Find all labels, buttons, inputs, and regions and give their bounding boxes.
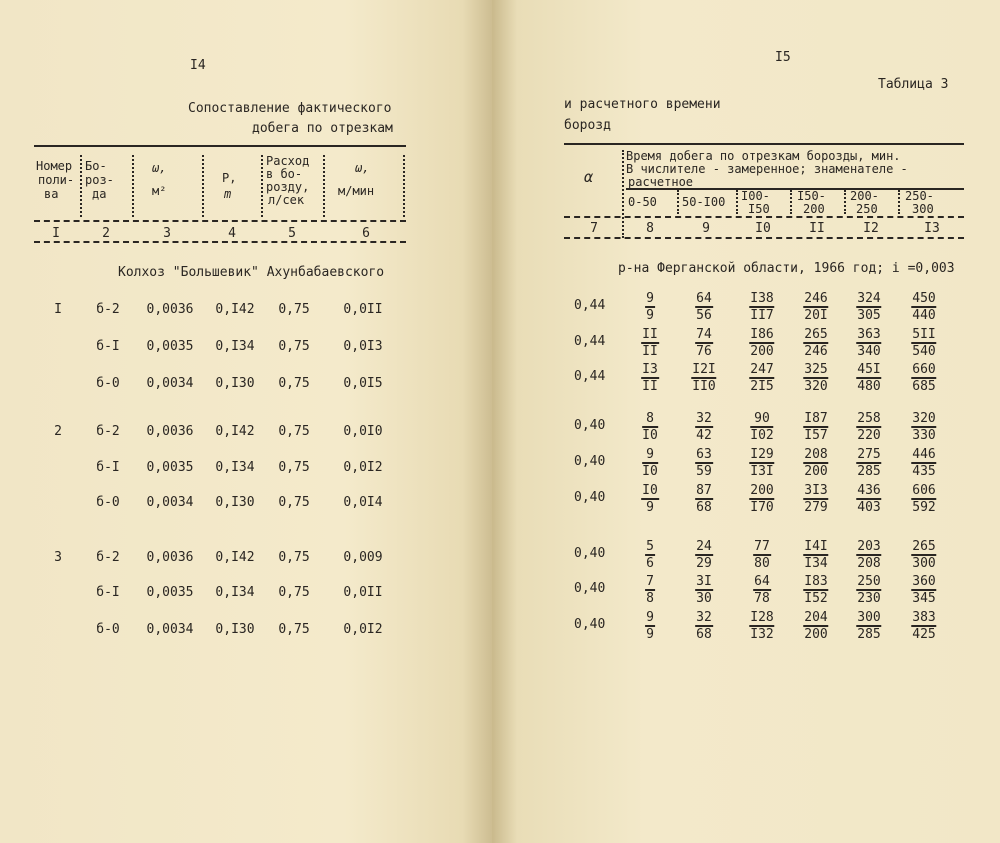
fraction-cell	[691, 362, 716, 394]
subheader-cell: 300	[912, 202, 934, 216]
measured-value: 250	[857, 574, 881, 589]
alpha-value: 0,40	[574, 454, 606, 469]
header-text: Время добега по отрезкам борозды, мин.	[626, 149, 901, 163]
calculated-value: 29	[696, 556, 712, 571]
column-separator	[736, 190, 738, 214]
measured-value: 360	[912, 574, 936, 589]
measured-value: 8	[642, 411, 658, 428]
calculated-value: 440	[912, 308, 936, 323]
calculated-value: 68	[696, 500, 712, 515]
table-label: Таблица 3	[878, 77, 949, 92]
header-cell: ва	[44, 187, 59, 201]
column-separator	[790, 190, 792, 214]
fraction-cell	[856, 411, 881, 443]
column-number: I	[52, 226, 60, 241]
calculated-value: 20I	[804, 308, 828, 323]
fraction-cell	[803, 539, 828, 571]
fraction-cell	[749, 447, 774, 479]
fraction-cell	[911, 539, 936, 571]
column-number: 7	[590, 221, 598, 236]
header-cell: ω,	[152, 161, 167, 175]
header-text: В числителе - замеренное; знаменателе -	[626, 162, 908, 176]
calculated-value: 320	[804, 379, 828, 394]
fraction-cell	[856, 447, 881, 479]
table-cell: 0,75	[278, 302, 310, 317]
calculated-value: I70	[750, 500, 774, 515]
subheader-cell: 200	[803, 202, 825, 216]
column-number: 5	[288, 226, 296, 241]
table-cell: 0,75	[278, 495, 310, 510]
fraction-cell	[641, 327, 659, 359]
table-cell: 0,0I5	[343, 376, 383, 391]
measured-value: I38	[750, 291, 774, 306]
table-cell: 0,I34	[215, 339, 255, 354]
table-cell: 0,75	[278, 585, 310, 600]
measured-value: 200	[750, 483, 774, 498]
table-caption-line: борозд	[564, 118, 611, 133]
header-cell: м/мин	[338, 184, 375, 198]
calculated-value: 6	[646, 556, 654, 571]
calculated-value: I3I	[750, 464, 774, 479]
fraction-cell	[695, 291, 713, 323]
alpha-header: α	[584, 168, 594, 186]
fraction-cell	[642, 411, 658, 443]
measured-value: 90	[750, 411, 773, 428]
header-cell: да	[92, 187, 107, 201]
table-cell: б-2	[96, 424, 120, 439]
column-number: 2	[102, 226, 110, 241]
fraction-cell	[911, 362, 936, 394]
measured-value: 436	[857, 483, 881, 498]
calculated-value: 435	[912, 464, 936, 479]
table-cell: б-I	[96, 585, 120, 600]
column-separator	[844, 190, 846, 214]
table-cell: 0,75	[278, 376, 310, 391]
column-separator	[132, 155, 134, 217]
table-cell: б-2	[96, 550, 120, 565]
table-cell: 0,I30	[215, 376, 255, 391]
calculated-value: I02	[750, 428, 774, 443]
measured-value: I87	[804, 411, 828, 426]
fraction-cell	[911, 291, 936, 323]
fraction-cell	[695, 610, 713, 642]
column-separator	[403, 155, 405, 217]
fraction-cell	[750, 411, 773, 443]
calculated-value: 208	[857, 556, 881, 571]
calculated-value: I34	[804, 556, 828, 571]
measured-value: I83	[804, 574, 828, 589]
calculated-value: 300	[912, 556, 936, 571]
measured-value: 208	[804, 447, 828, 462]
measured-value: 320	[912, 411, 936, 426]
fraction-cell	[695, 574, 713, 606]
calculated-value: 9	[646, 627, 654, 642]
calculated-value: 76	[696, 344, 712, 359]
column-separator	[622, 150, 624, 238]
fraction-cell	[642, 447, 658, 479]
header-cell: м²	[152, 184, 167, 198]
header-rule	[564, 216, 964, 218]
measured-value: 204	[804, 610, 828, 625]
fraction-cell	[911, 411, 936, 443]
calculated-value: 42	[696, 428, 712, 443]
column-separator	[80, 155, 82, 217]
subheader-cell: 250-	[905, 189, 934, 203]
table-caption-line: Сопоставление фактического	[188, 101, 392, 116]
calculated-value: 685	[912, 379, 936, 394]
alpha-value: 0,40	[574, 418, 606, 433]
fraction-cell	[856, 574, 881, 606]
table-cell: 0,0I2	[343, 622, 383, 637]
measured-value: 606	[912, 483, 936, 498]
calculated-value: 285	[857, 464, 881, 479]
table-cell: 0,0036	[146, 302, 194, 317]
subheader-cell: 50-I00	[682, 195, 726, 209]
alpha-value: 0,40	[574, 546, 606, 561]
calculated-value: 200	[804, 627, 828, 642]
measured-value: 7	[646, 574, 654, 589]
calculated-value: 330	[912, 428, 936, 443]
header-rule	[34, 220, 406, 222]
column-number: I2	[863, 221, 879, 236]
header-cell: л/сек	[268, 193, 305, 207]
column-number: II	[809, 221, 825, 236]
subheader-cell: 250	[856, 202, 878, 216]
alpha-value: 0,40	[574, 490, 606, 505]
table-cell: 0,75	[278, 622, 310, 637]
header-cell: Номер	[36, 159, 73, 173]
fraction-cell	[749, 327, 774, 359]
calculated-value: II	[642, 344, 658, 359]
column-separator	[898, 190, 900, 214]
subheader-cell: 0-50	[628, 195, 657, 209]
fraction-cell	[803, 447, 828, 479]
header-cell: m	[224, 187, 232, 201]
measured-value: 265	[912, 539, 936, 554]
alpha-value: 0,40	[574, 617, 606, 632]
header-cell: поли-	[38, 173, 75, 187]
measured-value: 9	[646, 291, 654, 306]
table-cell: 2	[54, 424, 62, 439]
table-cell: 0,I34	[215, 585, 255, 600]
subheader-cell: I50-	[797, 189, 826, 203]
measured-value: I28	[750, 610, 774, 625]
table-top-rule	[34, 145, 406, 147]
fraction-cell	[645, 291, 655, 323]
measured-value: 275	[857, 447, 881, 462]
column-number: 8	[646, 221, 654, 236]
calculated-value: 403	[857, 500, 881, 515]
fraction-cell	[856, 291, 881, 323]
calculated-value: 68	[696, 627, 712, 642]
fraction-cell	[695, 411, 713, 443]
table-cell: I	[54, 302, 62, 317]
table-cell: 0,I42	[215, 550, 255, 565]
header-cell: Расход	[266, 154, 310, 168]
table-cell: 0,75	[278, 460, 310, 475]
measured-value: I3	[642, 362, 658, 377]
calculated-value: 340	[857, 344, 881, 359]
table-cell: 0,I30	[215, 622, 255, 637]
calculated-value: 59	[696, 464, 712, 479]
calculated-value: 200	[804, 464, 828, 479]
fraction-cell	[645, 574, 655, 606]
fraction-cell	[803, 327, 828, 359]
subheader-cell: I50	[748, 202, 770, 216]
fraction-cell	[749, 362, 774, 394]
measured-value: 5II	[912, 327, 936, 342]
table-cell: 0,0036	[146, 424, 194, 439]
calculated-value: 56	[696, 308, 712, 323]
right-page	[492, 0, 1000, 843]
measured-value: 3I3	[804, 483, 828, 498]
column-number: 9	[702, 221, 710, 236]
table-cell: 0,0034	[146, 376, 194, 391]
measured-value: 258	[857, 411, 881, 426]
fraction-cell	[911, 447, 936, 479]
table-cell: б-I	[96, 339, 120, 354]
fraction-cell	[749, 291, 774, 323]
column-number-rule	[564, 237, 964, 239]
fraction-cell	[856, 610, 881, 642]
measured-value: II	[642, 327, 658, 342]
fraction-cell	[856, 327, 881, 359]
alpha-value: 0,40	[574, 581, 606, 596]
measured-value: I2I	[692, 362, 716, 377]
calculated-value: II7	[750, 308, 774, 323]
table-cell: 0,0035	[146, 460, 194, 475]
table-cell: 0,I42	[215, 302, 255, 317]
measured-value: 363	[857, 327, 881, 342]
table-cell: 0,0I0	[343, 424, 383, 439]
fraction-cell	[645, 539, 655, 571]
subheader-cell: 200-	[850, 189, 879, 203]
measured-value: 446	[912, 447, 936, 462]
calculated-value: 345	[912, 591, 936, 606]
calculated-value: 9	[646, 308, 654, 323]
fraction-cell	[803, 411, 828, 443]
table-cell: 0,I34	[215, 460, 255, 475]
column-separator	[202, 155, 204, 217]
fraction-cell	[911, 327, 936, 359]
fraction-cell	[803, 483, 828, 515]
fraction-cell	[911, 574, 936, 606]
table-cell: б-0	[96, 495, 120, 510]
table-cell: б-0	[96, 622, 120, 637]
measured-value: 203	[857, 539, 881, 554]
header-text: расчетное	[628, 175, 694, 189]
fraction-cell	[753, 539, 771, 571]
section-heading: р-на Ферганской области, 1966 год; i =0,003	[618, 261, 955, 276]
column-number: 3	[163, 226, 171, 241]
section-heading: Колхоз "Большевик" Ахунбабаевского	[118, 265, 385, 280]
calculated-value: 200	[750, 344, 774, 359]
calculated-value: 9	[646, 500, 654, 515]
fraction-cell	[803, 362, 828, 394]
header-cell: розду,	[266, 180, 310, 194]
measured-value: 246	[804, 291, 828, 306]
fraction-cell	[856, 483, 881, 515]
fraction-cell	[695, 483, 713, 515]
calculated-value: 425	[912, 627, 936, 642]
fraction-cell	[695, 327, 713, 359]
column-number-rule	[34, 241, 406, 243]
table-cell: 0,0I3	[343, 339, 383, 354]
calculated-value: 592	[912, 500, 936, 515]
calculated-value: 246	[804, 344, 828, 359]
measured-value: 45I	[857, 362, 881, 377]
fraction-cell	[641, 362, 659, 394]
calculated-value: 305	[857, 308, 881, 323]
measured-value: 77	[754, 539, 770, 554]
fraction-cell	[753, 574, 771, 606]
page-number: I5	[775, 50, 791, 65]
measured-value: 24	[696, 539, 712, 554]
calculated-value: 220	[857, 428, 881, 443]
fraction-cell	[695, 539, 713, 571]
header-cell: ω,	[355, 161, 370, 175]
table-cell: 0,0036	[146, 550, 194, 565]
calculated-value: II0	[692, 379, 716, 394]
calculated-value: I0	[642, 428, 658, 443]
calculated-value: 480	[857, 379, 881, 394]
fraction-cell	[803, 574, 828, 606]
measured-value: 3I	[696, 574, 712, 589]
table-cell: 0,0035	[146, 339, 194, 354]
measured-value: I0	[642, 483, 658, 498]
calculated-value: I52	[804, 591, 828, 606]
table-cell: 0,0034	[146, 622, 194, 637]
column-number: I0	[755, 221, 771, 236]
table-cell: 0,75	[278, 550, 310, 565]
measured-value: 5	[646, 539, 654, 554]
column-number: 6	[362, 226, 370, 241]
alpha-value: 0,44	[574, 334, 606, 349]
calculated-value: 78	[754, 591, 770, 606]
measured-value: 325	[804, 362, 828, 377]
fraction-cell	[803, 610, 828, 642]
fraction-cell	[645, 610, 655, 642]
table-cell: 0,0II	[343, 585, 383, 600]
calculated-value: 80	[754, 556, 770, 571]
table-cell: 0,75	[278, 424, 310, 439]
column-number: 4	[228, 226, 236, 241]
table-cell: б-I	[96, 460, 120, 475]
table-cell: 0,0I4	[343, 495, 383, 510]
calculated-value: I0	[642, 464, 658, 479]
measured-value: 87	[696, 483, 712, 498]
fraction-cell	[856, 362, 881, 394]
measured-value: 32	[696, 411, 712, 426]
table-cell: 0,75	[278, 339, 310, 354]
calculated-value: I32	[750, 627, 774, 642]
measured-value: 74	[696, 327, 712, 342]
measured-value: I86	[750, 327, 774, 342]
calculated-value: 30	[696, 591, 712, 606]
measured-value: 32	[696, 610, 712, 625]
table-cell: б-0	[96, 376, 120, 391]
page-number: I4	[190, 58, 206, 73]
measured-value: 450	[912, 291, 936, 306]
table-caption-line: добега по отрезкам	[252, 121, 393, 136]
fraction-cell	[641, 483, 659, 515]
column-separator	[677, 190, 679, 214]
table-top-rule	[564, 143, 964, 145]
measured-value: 265	[804, 327, 828, 342]
measured-value: 300	[857, 610, 881, 625]
table-cell: б-2	[96, 302, 120, 317]
table-cell: 0,I30	[215, 495, 255, 510]
alpha-value: 0,44	[574, 298, 606, 313]
fraction-cell	[856, 539, 881, 571]
fraction-cell	[749, 610, 774, 642]
measured-value: 383	[912, 610, 936, 625]
measured-value: 247	[750, 362, 774, 377]
measured-value: 63	[696, 447, 712, 462]
measured-value: 9	[646, 610, 654, 625]
alpha-value: 0,44	[574, 369, 606, 384]
calculated-value: 230	[857, 591, 881, 606]
calculated-value: 2I5	[750, 379, 774, 394]
subheader-cell: I00-	[741, 189, 770, 203]
table-cell: 0,0034	[146, 495, 194, 510]
header-cell: роз-	[85, 173, 114, 187]
calculated-value: 540	[912, 344, 936, 359]
column-separator	[323, 155, 325, 217]
measured-value: 64	[754, 574, 770, 589]
table-cell: 3	[54, 550, 62, 565]
measured-value: I29	[750, 447, 774, 462]
table-cell: 0,0II	[343, 302, 383, 317]
table-cell: 0,0035	[146, 585, 194, 600]
table-caption-line: и расчетного времени	[564, 97, 721, 112]
table-cell: 0,009	[343, 550, 383, 565]
calculated-value: II	[642, 379, 658, 394]
table-cell: 0,I42	[215, 424, 255, 439]
header-cell: в бо-	[266, 167, 303, 181]
measured-value: 9	[642, 447, 658, 464]
measured-value: I4I	[804, 539, 828, 554]
calculated-value: 279	[804, 500, 828, 515]
header-cell: P,	[222, 171, 237, 185]
measured-value: 64	[696, 291, 712, 306]
fraction-cell	[911, 610, 936, 642]
fraction-cell	[749, 483, 774, 515]
calculated-value: 285	[857, 627, 881, 642]
calculated-value: 8	[646, 591, 654, 606]
fraction-cell	[695, 447, 713, 479]
column-separator	[261, 155, 263, 217]
fraction-cell	[803, 291, 828, 323]
column-number: I3	[924, 221, 940, 236]
header-cell: Бо-	[85, 159, 107, 173]
fraction-cell	[911, 483, 936, 515]
table-cell: 0,0I2	[343, 460, 383, 475]
left-page	[0, 0, 492, 843]
measured-value: 324	[857, 291, 881, 306]
calculated-value: I57	[804, 428, 828, 443]
measured-value: 660	[912, 362, 936, 377]
